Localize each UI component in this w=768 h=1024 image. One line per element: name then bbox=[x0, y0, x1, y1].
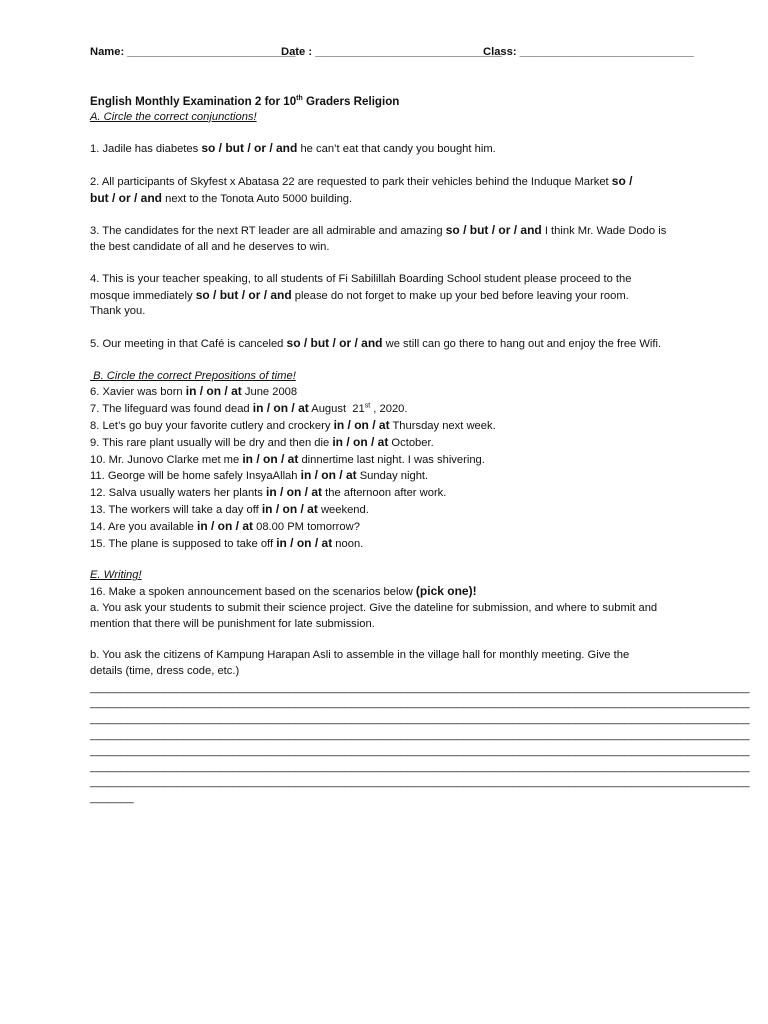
date-field[interactable]: Date : ______________________________ bbox=[281, 46, 502, 58]
question-16: 16. Make a spoken announcement based on the scenarios below (pick one)! bbox=[90, 583, 477, 598]
question-3-line2: the best candidate of all and he deserves to win. bbox=[90, 241, 330, 254]
question-4-line2: mosque immediately so / but / or / and please do not forget to make up your bed before leaving your room. bbox=[90, 287, 629, 302]
scenario-b-line2: details (time, dress code, etc.) bbox=[90, 664, 240, 677]
question-5: 5. Our meeting in that Café is canceled so / but / or / and we still can go there to hang out and enjoy the free Wifi. bbox=[90, 335, 662, 350]
question-15: 15. The plane is supposed to take off in / on / at noon. bbox=[90, 535, 364, 550]
preposition-options[interactable]: in / on / at bbox=[252, 401, 309, 416]
conjunction-options[interactable]: so / but / or / and bbox=[195, 287, 292, 302]
question-7: 7. The lifeguard was found dead in / on / at August 21st , 2020. bbox=[90, 401, 408, 416]
scenario-a-line2: mention that there will be punishment for late submission. bbox=[90, 617, 375, 630]
section-b-heading: B. Circle the correct Prepositions of time! bbox=[90, 369, 296, 382]
question-8: 8. Let’s go buy your favorite cutlery and crockery in / on / at Thursday next week. bbox=[90, 417, 496, 432]
answer-area[interactable] bbox=[90, 681, 750, 807]
question-6: 6. Xavier was born in / on / at June 2008 bbox=[90, 384, 298, 399]
question-10: 10. Mr. Junovo Clarke met me in / on / at dinnertime last night. I was shivering. bbox=[90, 451, 485, 466]
question-1: 1. Jadile has diabetes so / but / or / and he can’t eat that candy you bought him. bbox=[90, 141, 496, 156]
conjunction-options[interactable]: so / but / or / and bbox=[445, 223, 542, 238]
question-9: 9. This rare plant usually will be dry and then die in / on / at October. bbox=[90, 434, 434, 449]
preposition-options[interactable]: in / on / at bbox=[333, 417, 390, 432]
answer-line[interactable]: __________________________________________________________________________________________________________ bbox=[90, 713, 750, 726]
answer-line[interactable]: __________________________________________________________________________________________________________ bbox=[90, 776, 750, 789]
answer-line[interactable]: __________________________________________________________________________________________________________ bbox=[90, 681, 750, 694]
name-field[interactable]: Name: ___________________________ bbox=[90, 46, 296, 58]
conjunction-options[interactable]: so / but / or / and bbox=[286, 335, 383, 350]
preposition-options[interactable]: in / on / at bbox=[300, 468, 357, 483]
question-2-line2: but / or / and next to the Tonota Auto 5000 building. bbox=[90, 190, 353, 205]
preposition-options[interactable]: in / on / at bbox=[266, 485, 322, 500]
conjunction-options[interactable]: so / but / or / and bbox=[201, 141, 298, 156]
question-14: 14. Are you available in / on / at 08.00 PM tomorrow? bbox=[90, 518, 360, 533]
scenario-b: b. You ask the citizens of Kampung Harapan Asli to assemble in the village hall for monthly meeting. Give the bbox=[90, 649, 630, 662]
preposition-options[interactable]: in / on / at bbox=[185, 384, 242, 399]
exam-title: English Monthly Examination 2 for 10th Graders Religion bbox=[90, 95, 400, 108]
question-2: 2. All participants of Skyfest x Abatasa 22 are requested to park their vehicles behind the Induque Market so / bbox=[90, 173, 633, 188]
conjunction-options[interactable]: but / or / and bbox=[90, 190, 162, 205]
question-11: 11. George will be home safely InsyaAllah in / on / at Sunday night. bbox=[90, 468, 429, 483]
answer-line[interactable]: __________________________________________________________________________________________________________ bbox=[90, 729, 750, 742]
question-12: 12. Salva usually waters her plants in / on / at the afternoon after work. bbox=[90, 485, 447, 500]
conjunction-options[interactable]: so / bbox=[611, 173, 633, 188]
preposition-options[interactable]: in / on / at bbox=[242, 451, 299, 466]
pick-one-label: (pick one)! bbox=[415, 583, 477, 598]
question-4: 4. This is your teacher speaking, to all students of Fi Sabilillah Boarding School student please proceed to the bbox=[90, 272, 632, 285]
preposition-options[interactable]: in / on / at bbox=[196, 518, 253, 533]
answer-line[interactable]: __________________________________________________________________________________________________________ bbox=[90, 744, 750, 757]
answer-line[interactable]: __________________________________________________________________________________________________________ bbox=[90, 697, 750, 710]
question-13: 13. The workers will take a day off in / on / at weekend. bbox=[90, 501, 369, 516]
exam-content bbox=[90, 94, 750, 807]
answer-line[interactable]: __________________________________________________________________________________________________________ bbox=[90, 760, 750, 773]
preposition-options[interactable]: in / on / at bbox=[276, 535, 333, 550]
section-e-heading: E. Writing! bbox=[90, 569, 142, 582]
scenario-a: a. You ask your students to submit their science project. Give the dateline for submission, and where to submit and bbox=[90, 601, 658, 614]
question-3: 3. The candidates for the next RT leader are all admirable and amazing so / but / or / and I think Mr. Wade Dodo is bbox=[90, 223, 667, 238]
preposition-options[interactable]: in / on / at bbox=[261, 501, 318, 516]
class-field[interactable]: Class: ____________________________ bbox=[483, 46, 694, 58]
answer-line-end[interactable]: _______ bbox=[90, 792, 134, 805]
section-a-heading: A. Circle the correct conjunctions! bbox=[90, 110, 257, 123]
question-4-line3: Thank you. bbox=[90, 305, 146, 318]
preposition-options[interactable]: in / on / at bbox=[332, 434, 389, 449]
